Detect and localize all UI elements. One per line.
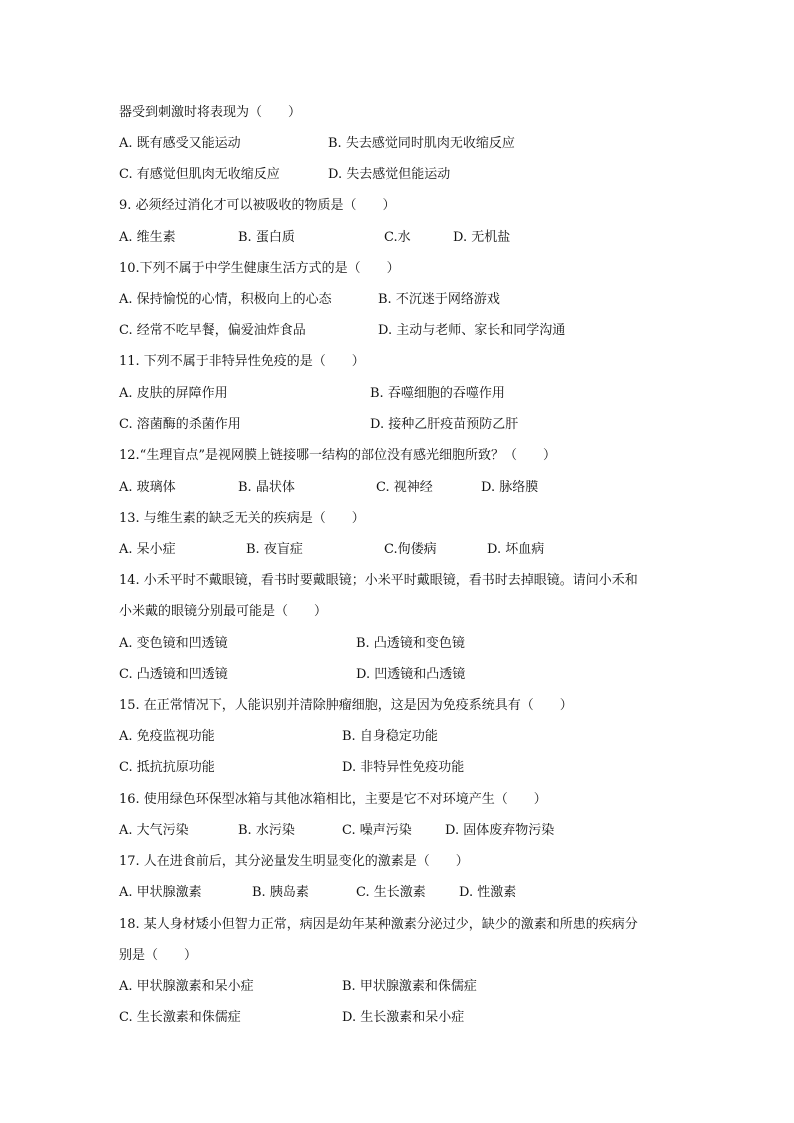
q17-option-b: B. 胰岛素 [252, 885, 309, 900]
question-9-stem: 9. 必须经过消化才可以被吸收的物质是（ ） [119, 198, 396, 213]
question-16-stem: 16. 使用绿色环保型冰箱与其他冰箱相比，主要是它不对环境产生（ ） [119, 792, 547, 807]
q12-option-c: C. 视神经 [376, 480, 433, 495]
q18-option-b: B. 甲状腺激素和侏儒症 [342, 979, 477, 994]
question-12-stem: 12.“生理盲点”是视网膜上链接哪一结构的部位没有感光细胞所致？（ ） [119, 448, 556, 463]
q15-option-c: C. 抵抗抗原功能 [119, 760, 215, 775]
question-14-stem-line-1: 14. 小禾平时不戴眼镜，看书时要戴眼镜；小米平时戴眼镜，看书时去掉眼镜。请问小禾和 [119, 573, 638, 588]
question-8-stem-continuation: 器受到刺激时将表现为（ ） [119, 105, 302, 120]
q16-option-d: D. 固体废弃物污染 [445, 823, 555, 838]
q16-option-b: B. 水污染 [238, 823, 295, 838]
q11-option-c: C. 溶菌酶的杀菌作用 [119, 417, 241, 432]
q18-option-d: D. 生长激素和呆小症 [342, 1010, 465, 1025]
question-10-stem: 10.下列不属于中学生健康生活方式的是（ ） [119, 261, 400, 276]
q9-option-c: C.水 [384, 230, 411, 245]
q9-option-a: A. 维生素 [119, 230, 176, 245]
q11-option-a: A. 皮肤的屏障作用 [119, 386, 228, 401]
q16-option-c: C. 噪声污染 [342, 823, 412, 838]
q8-option-c: C. 有感觉但肌肉无收缩反应 [119, 167, 280, 182]
q9-option-b: B. 蛋白质 [238, 230, 295, 245]
q16-option-a: A. 大气污染 [119, 823, 189, 838]
q17-option-d: D. 性激素 [459, 885, 517, 900]
q12-option-b: B. 晶状体 [238, 480, 295, 495]
q12-option-d: D. 脉络膜 [481, 480, 539, 495]
q9-option-d: D. 无机盐 [453, 230, 511, 245]
q8-option-a: A. 既有感受又能运动 [119, 136, 241, 151]
q8-option-b: B. 失去感觉同时肌肉无收缩反应 [328, 136, 515, 151]
question-14-stem-line-2: 小米戴的眼镜分别最可能是（ ） [119, 604, 328, 619]
q13-option-b: B. 夜盲症 [246, 542, 303, 557]
question-13-stem: 13. 与维生素的缺乏无关的疾病是（ ） [119, 511, 365, 526]
q14-option-c: C. 凸透镜和凹透镜 [119, 667, 228, 682]
q15-option-b: B. 自身稳定功能 [342, 729, 438, 744]
question-18-stem-line-2: 别是（ ） [119, 948, 198, 963]
q14-option-b: B. 凸透镜和变色镜 [356, 636, 465, 651]
question-11-stem: 11. 下列不属于非特异性免疫的是（ ） [119, 354, 365, 369]
q11-option-b: B. 吞噬细胞的吞噬作用 [370, 386, 505, 401]
q18-option-a: A. 甲状腺激素和呆小症 [119, 979, 254, 994]
q10-option-c: C. 经常不吃早餐，偏爱油炸食品 [119, 323, 306, 338]
q8-option-d: D. 失去感觉但能运动 [328, 167, 451, 182]
q15-option-a: A. 免疫监视功能 [119, 729, 215, 744]
q17-option-c: C. 生长激素 [356, 885, 426, 900]
q12-option-a: A. 玻璃体 [119, 480, 176, 495]
q18-option-c: C. 生长激素和侏儒症 [119, 1010, 241, 1025]
q14-option-d: D. 凹透镜和凸透镜 [356, 667, 466, 682]
question-17-stem: 17. 人在进食前后，其分泌量发生明显变化的激素是（ ） [119, 854, 469, 869]
q17-option-a: A. 甲状腺激素 [119, 885, 202, 900]
q13-option-c: C.佝偻病 [384, 542, 437, 557]
question-18-stem-line-1: 18. 某人身材矮小但智力正常，病因是幼年某种激素分泌过少，缺少的激素和所患的疾病分 [119, 917, 638, 932]
q10-option-b: B. 不沉迷于网络游戏 [378, 292, 500, 307]
q10-option-a: A. 保持愉悦的心情，积极向上的心态 [119, 292, 332, 307]
q10-option-d: D. 主动与老师、家长和同学沟通 [378, 323, 566, 338]
q15-option-d: D. 非特异性免疫功能 [342, 760, 465, 775]
question-15-stem: 15. 在正常情况下，人能识别并清除肿瘤细胞，这是因为免疫系统具有（ ） [119, 698, 573, 713]
q14-option-a: A. 变色镜和凹透镜 [119, 636, 228, 651]
q13-option-d: D. 坏血病 [487, 542, 545, 557]
q13-option-a: A. 呆小症 [119, 542, 176, 557]
q11-option-d: D. 接种乙肝疫苗预防乙肝 [370, 417, 519, 432]
